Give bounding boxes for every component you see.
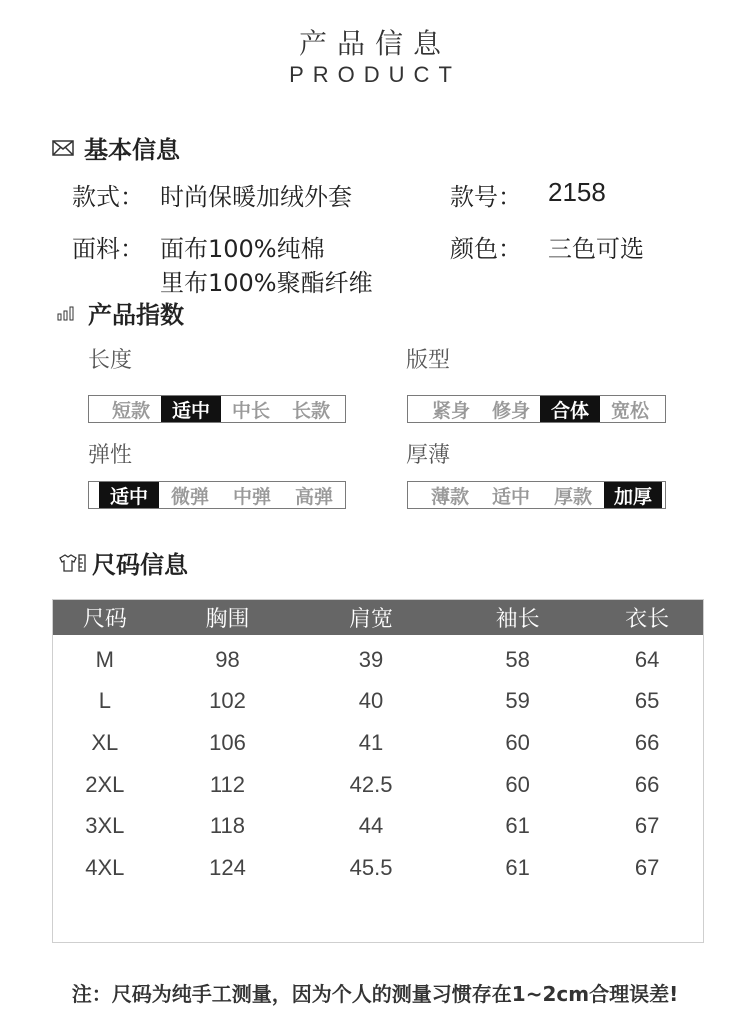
thickness-scale <box>407 481 666 509</box>
model-value: 2158 <box>548 177 606 207</box>
length-label: 长度 <box>88 348 133 373</box>
length-option: 长款 <box>291 399 330 422</box>
table-row <box>53 639 703 681</box>
length-option: 短款 <box>111 399 150 422</box>
table-cell: 61 <box>505 854 530 880</box>
length-scale <box>88 395 346 423</box>
table-cell: 112 <box>209 771 245 797</box>
table-cell: 64 <box>634 646 660 672</box>
table-cell: 3XL <box>85 813 125 839</box>
column-header: 胸围 <box>205 607 250 632</box>
fit-scale <box>407 395 666 423</box>
table-cell: 102 <box>209 688 246 714</box>
table-cell: 60 <box>505 771 530 797</box>
product-index-heading <box>56 295 184 330</box>
thickness-option: 适中 <box>491 485 530 508</box>
style-label: 款式： <box>72 183 144 211</box>
basic-info-title: 基本信息 <box>84 136 180 164</box>
style-value: 时尚保暖加绒外套 <box>160 183 352 211</box>
color-value: 三色可选 <box>548 235 644 263</box>
length-option: 中长 <box>231 399 270 422</box>
size-info-heading <box>58 545 188 580</box>
table-cell: 41 <box>358 729 384 755</box>
elastic-option: 中弹 <box>232 485 271 508</box>
table-row <box>53 722 703 764</box>
tshirt-ruler-icon <box>58 553 90 573</box>
table-cell: 67 <box>634 854 660 880</box>
table-cell: 59 <box>505 688 530 714</box>
size-table <box>52 599 704 943</box>
table-cell: 60 <box>505 729 530 755</box>
table-cell: 44 <box>358 813 384 839</box>
table-cell: 124 <box>209 854 246 880</box>
size-info-title: 尺码信息 <box>92 551 188 579</box>
bar-chart-icon <box>56 305 82 321</box>
table-cell: 66 <box>634 729 660 755</box>
table-row <box>53 681 703 723</box>
envelope-icon <box>52 140 78 156</box>
table-cell: M <box>95 646 114 672</box>
table-cell: 40 <box>358 688 384 714</box>
page-title: 产品信息 <box>298 27 451 60</box>
table-cell: 106 <box>209 729 246 755</box>
length-option: 适中 <box>161 396 221 422</box>
elastic-option: 适中 <box>99 482 159 508</box>
basic-info-heading <box>52 130 180 165</box>
column-header: 尺码 <box>82 607 127 632</box>
thickness-option: 厚款 <box>553 485 592 508</box>
fabric-line-2: 里布100%聚酯纤维 <box>160 269 373 297</box>
thickness-option: 薄款 <box>430 485 469 508</box>
table-cell: 98 <box>215 646 240 672</box>
fit-option: 修身 <box>491 399 530 422</box>
product-index-title: 产品指数 <box>88 301 184 329</box>
fit-label: 版型 <box>406 348 451 373</box>
fabric-label: 面料： <box>72 235 144 263</box>
table-row <box>53 847 703 889</box>
table-cell: 45.5 <box>349 854 393 880</box>
elastic-option: 高弹 <box>294 485 333 508</box>
elastic-label: 弹性 <box>88 443 133 468</box>
table-cell: 2XL <box>85 771 125 797</box>
table-cell: 58 <box>505 646 530 672</box>
thickness-option: 加厚 <box>604 482 662 508</box>
table-cell: 61 <box>505 813 530 839</box>
measurement-note: 注：尺码为纯手工测量，因为个人的测量习惯存在1~2cm合理误差! <box>71 982 679 1006</box>
table-cell: L <box>98 688 111 714</box>
column-header: 肩宽 <box>349 607 394 632</box>
table-cell: 118 <box>209 813 245 839</box>
table-cell: 4XL <box>85 854 125 880</box>
table-cell: 39 <box>358 646 384 672</box>
elastic-option: 微弹 <box>170 485 209 508</box>
table-row <box>53 764 703 806</box>
table-cell: 42.5 <box>349 771 393 797</box>
fit-option: 紧身 <box>431 399 470 422</box>
page-subtitle: PRODUCT <box>289 62 461 87</box>
table-cell: XL <box>91 729 119 755</box>
fabric-line-1: 面布100%纯棉 <box>160 235 325 263</box>
table-header <box>53 600 703 635</box>
table-cell: 66 <box>634 771 660 797</box>
table-cell: 67 <box>634 813 660 839</box>
fit-option: 宽松 <box>610 399 649 422</box>
model-label: 款号： <box>450 183 522 211</box>
table-row <box>53 805 703 847</box>
fit-option: 合体 <box>540 396 600 422</box>
table-cell: 65 <box>634 688 660 714</box>
table-body <box>53 635 703 889</box>
column-header: 袖长 <box>495 607 540 632</box>
color-label: 颜色： <box>450 235 522 263</box>
thickness-label: 厚薄 <box>406 443 451 468</box>
column-header: 衣长 <box>625 607 670 632</box>
elastic-scale <box>88 481 346 509</box>
